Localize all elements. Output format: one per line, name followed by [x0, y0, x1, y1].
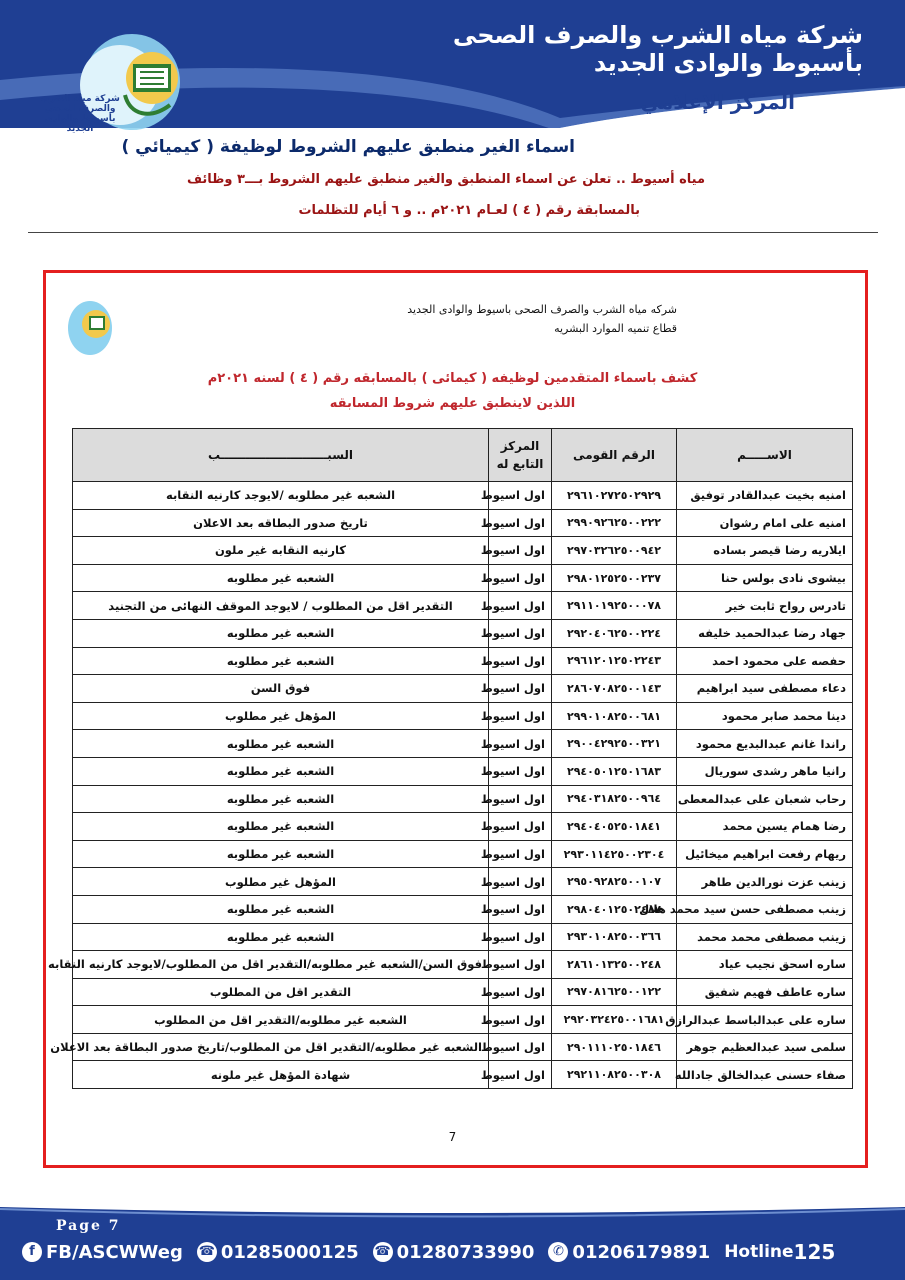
phone-icon: ☎ [197, 1242, 217, 1262]
cell-reason: الشعبه غير مطلوبه [73, 840, 489, 868]
cell-reason: تاريخ صدور البطاقه بعد الاعلان [73, 509, 489, 537]
document-organization [407, 301, 677, 338]
cell-national-id: ٢٩٠٠٤٢٩٢٥٠٠٣٢١ [552, 730, 677, 758]
cell-national-id: ٢٩٦١٠٢٧٢٥٠٢٩٢٩ [552, 482, 677, 510]
cell-national-id: ٢٩٧٠٨١٦٢٥٠٠١٢٢ [552, 978, 677, 1006]
cell-center: اول اسيوط [489, 895, 552, 923]
cell-reason: الشعبه غير مطلوبه [73, 923, 489, 951]
table-row [73, 730, 853, 758]
cell-national-id: ٢٩٤٠٣١٨٢٥٠٠٩٦٤ [552, 785, 677, 813]
column-header-reason: السبــــــــــــــــــــــــــب [73, 429, 489, 482]
cell-national-id: ٢٨٦١٠١٣٢٥٠٠٢٤٨ [552, 951, 677, 979]
cell-center: اول اسيوط [489, 537, 552, 565]
cell-center: اول اسيوط [489, 675, 552, 703]
org-line-1: شركه مياه الشرب والصرف الصحى باسيوط والوادى الجديد [407, 303, 677, 316]
table-row [73, 675, 853, 703]
phone-2[interactable] [373, 1242, 535, 1263]
cell-national-id: ٢٨٦٠٧٠٨٢٥٠٠١٤٣ [552, 675, 677, 703]
cell-name: صفاء حسنى عبدالخالق جادالله [677, 1061, 853, 1089]
whatsapp-contact[interactable] [548, 1242, 710, 1263]
company-name [443, 22, 863, 77]
cell-name: جهاد رضا عبدالحميد خليفه [677, 619, 853, 647]
cell-name: حفصه على محمود احمد [677, 647, 853, 675]
company-name-line2: بأسيوط والوادى الجديد [593, 48, 863, 77]
cell-national-id: ٢٩٢٠٤٠٦٢٥٠٠٢٢٤ [552, 619, 677, 647]
cell-center: اول اسيوط [489, 1033, 552, 1061]
cell-national-id: ٢٩٨٠٤٠١٢٥٠٢٤٨٧ [552, 895, 677, 923]
media-center-label: المركز الإعلامي [640, 90, 795, 114]
cell-name: ساره عاطف فهيم شفيق [677, 978, 853, 1006]
cell-center: اول اسيوط [489, 509, 552, 537]
table-row [73, 757, 853, 785]
header-divider [28, 232, 878, 233]
cell-reason: كارنيه النقابه غير ملون [73, 537, 489, 565]
table-row [73, 1006, 853, 1034]
cell-national-id: ٢٩٧٠٣٢٦٢٥٠٠٩٤٢ [552, 537, 677, 565]
facebook-icon: f [22, 1242, 42, 1262]
cell-name: راندا غانم عبدالبديع محمود [677, 730, 853, 758]
cell-reason: فوق السن [73, 675, 489, 703]
document-subtitle: اللذين لاينطبق عليهم شروط المسابقه [329, 396, 576, 411]
cell-reason: الشعبه غير مطلوبه [73, 730, 489, 758]
cell-reason: الشعبه غير مطلوبه /لايوجد كارنيه النقابه [73, 482, 489, 510]
cell-reason: الشعبه غير مطلوبه [73, 757, 489, 785]
cell-national-id: ٢٩٠١١١٠٢٥٠١٨٤٦ [552, 1033, 677, 1061]
hotline[interactable] [724, 1240, 835, 1264]
table-row [73, 868, 853, 896]
cell-name: ايلاريه رضا قيصر بساده [677, 537, 853, 565]
cell-center: اول اسيوط [489, 813, 552, 841]
cell-center: اول اسيوط [489, 564, 552, 592]
cell-reason: الشعبه غير مطلوبه [73, 785, 489, 813]
article-headline: اسماء الغير منطبق عليهم الشروط لوظيفة ( كيميائي ) [121, 137, 575, 157]
phone-1-number: 01285000125 [220, 1241, 359, 1263]
phone-icon: ☎ [373, 1242, 393, 1262]
cell-national-id: ٢٩٤٠٥٠١٢٥٠١٦٨٣ [552, 757, 677, 785]
table-row [73, 619, 853, 647]
cell-name: رانيا ماهر رشدى سوريال [677, 757, 853, 785]
company-name-line1: شركة مياه الشرب والصرف الصحى [452, 21, 863, 49]
cell-reason: التقدير اقل من المطلوب / لايوجد الموقف النهائى من التجنيد [73, 592, 489, 620]
whatsapp-icon: ✆ [548, 1242, 568, 1262]
cell-name: رضا همام يسين محمد [677, 813, 853, 841]
cell-center: اول اسيوط [489, 482, 552, 510]
org-line-2: قطاع تنميه الموارد البشريه [554, 321, 677, 335]
table-row [73, 978, 853, 1006]
cell-name: امنيه بخيت عبدالقادر توفيق [677, 482, 853, 510]
table-row [73, 813, 853, 841]
facebook-handle: FB/ASCWWeg [46, 1241, 183, 1263]
cell-name: ساره على عبدالباسط عبدالرازق [677, 1006, 853, 1034]
table-row [73, 840, 853, 868]
table-row [73, 702, 853, 730]
phone-1[interactable] [197, 1242, 359, 1263]
cell-reason: الشعبه غير مطلوبه [73, 895, 489, 923]
table-row [73, 509, 853, 537]
cell-reason: الشعبه غير مطلوبه [73, 564, 489, 592]
column-header-center: المركز التابع له [489, 429, 552, 482]
article-subheading-2: بالمسابقة رقم ( ٤ ) لعـام ٢٠٢١م .. و ٦ أيام للتظلمات [298, 203, 640, 218]
table-row [73, 592, 853, 620]
hotline-number: 125 [793, 1240, 836, 1264]
document-title: كشف باسماء المتقدمين لوظيفه ( كيمائى ) بالمسابقه رقم ( ٤ ) لسنه ٢٠٢١م [207, 371, 698, 386]
cell-national-id: ٢٩٢٠٣٢٤٢٥٠٠١٦٨١ [552, 1006, 677, 1034]
cell-national-id: ٢٩٢١١٠٨٢٥٠٠٣٠٨ [552, 1061, 677, 1089]
cell-center: اول اسيوط [489, 730, 552, 758]
cell-reason: المؤهل غير مطلوب [73, 702, 489, 730]
table-row [73, 482, 853, 510]
cell-reason: شهادة المؤهل غير ملونه [73, 1061, 489, 1089]
cell-name: دعاء مصطفى سيد ابراهيم [677, 675, 853, 703]
cell-center: اول اسيوط [489, 592, 552, 620]
cell-name: دينا محمد صابر محمود [677, 702, 853, 730]
column-header-national-id: الرقم القومى [552, 429, 677, 482]
cell-national-id: ٢٩٩٠٩٢٦٢٥٠٠٢٢٢ [552, 509, 677, 537]
cell-name: زينب عزت نورالدين طاهر [677, 868, 853, 896]
cell-national-id: ٢٩٩٠١٠٨٢٥٠٠٦٨١ [552, 702, 677, 730]
hotline-label: Hotline [724, 1242, 794, 1262]
article-subheading-1: مياه أسيوط .. تعلن عن اسماء المنطبق والغير منطبق عليهم الشروط بـــ٣ وظائف [186, 172, 705, 187]
cell-center: اول اسيوط [489, 757, 552, 785]
cell-national-id: ٢٩٥٠٩٢٨٢٥٠٠١٠٧ [552, 868, 677, 896]
table-row [73, 895, 853, 923]
cell-reason: الشعبه غير مطلوبه [73, 647, 489, 675]
phone-2-number: 01280733990 [396, 1241, 535, 1263]
cell-name: رحاب شعبان على عبدالمعطى [677, 785, 853, 813]
cell-reason: الشعبه غير مطلوبه [73, 813, 489, 841]
logo-caption: شركة مياه الشرب والصرف الصحى بأسيوط والوادى الجديد [40, 94, 120, 134]
whatsapp-number: 01206179891 [572, 1241, 711, 1263]
cell-reason: المؤهل غير مطلوب [73, 868, 489, 896]
cell-center: اول اسيوط [489, 702, 552, 730]
document-page-number: 7 [448, 1130, 457, 1144]
cell-name: بيشوى نادى بولس حنا [677, 564, 853, 592]
applicants-table [48, 428, 853, 1089]
cell-center: اول اسيوط [489, 923, 552, 951]
cell-national-id: ٢٩٣٠١٠٨٢٥٠٠٣٦٦ [552, 923, 677, 951]
cell-name: ساره اسحق نجيب عياد [677, 951, 853, 979]
facebook-link[interactable] [22, 1242, 183, 1263]
cell-center: اول اسيوط [489, 1006, 552, 1034]
cell-national-id: ٢٩٨٠١٢٥٢٥٠٠٢٣٧ [552, 564, 677, 592]
cell-name: ريهام رفعت ابراهيم ميخائيل [677, 840, 853, 868]
table-body [48, 482, 853, 1089]
table-row [73, 1061, 853, 1089]
cell-national-id: ٢٩٣٠١١٤٢٥٠٠٢٣٠٤ [552, 840, 677, 868]
table-row [73, 951, 853, 979]
cell-center: اول اسيوط [489, 1061, 552, 1089]
page-label: Page 7 [56, 1218, 121, 1234]
table-row [73, 785, 853, 813]
cell-reason: التقدير اقل من المطلوب [73, 978, 489, 1006]
document-logo [62, 298, 114, 358]
cell-center: اول اسيوط [489, 619, 552, 647]
cell-name: تادرس رواح ثابت خير [677, 592, 853, 620]
cell-center: اول اسيوط [489, 840, 552, 868]
cell-reason: الشعبه غير مطلوبه/التقدير اقل من المطلوب [73, 1006, 489, 1034]
cell-name: سلمى سيد عبدالعظيم جوهر [677, 1033, 853, 1061]
footer-contacts [22, 1240, 849, 1264]
cell-reason: الشعبه غير مطلوبه/التقدير اقل من المطلوب/تاريخ صدور البطاقة بعد الاعلان [73, 1033, 489, 1061]
cell-national-id: ٢٩٦١٢٠١٢٥٠٢٢٤٣ [552, 647, 677, 675]
table-row [73, 647, 853, 675]
cell-center: اول اسيوط [489, 951, 552, 979]
cell-center: اول اسيوط [489, 868, 552, 896]
table-row [73, 923, 853, 951]
cell-reason: الشعبه غير مطلوبه [73, 619, 489, 647]
table-row [73, 537, 853, 565]
cell-name: زينب مصطفى حسن سيد محمد هلال [677, 895, 853, 923]
cell-center: اول اسيوط [489, 978, 552, 1006]
cell-center: اول اسيوط [489, 785, 552, 813]
table-row [73, 564, 853, 592]
table-header-row [73, 429, 853, 482]
cell-name: امنيه على امام رشوان [677, 509, 853, 537]
cell-national-id: ٢٩١١٠١٩٢٥٠٠٠٧٨ [552, 592, 677, 620]
cell-center: اول اسيوط [489, 647, 552, 675]
column-header-name: الاســـــم [677, 429, 853, 482]
cell-national-id: ٢٩٤٠٤٠٥٢٥٠١٨٤١ [552, 813, 677, 841]
table-row [73, 1033, 853, 1061]
cell-name: زينب مصطفى محمد محمد [677, 923, 853, 951]
cell-reason: فوق السن/الشعبه غير مطلوبه/التقدير اقل من المطلوب/لايوجد كارنيه النقابه [73, 951, 489, 979]
